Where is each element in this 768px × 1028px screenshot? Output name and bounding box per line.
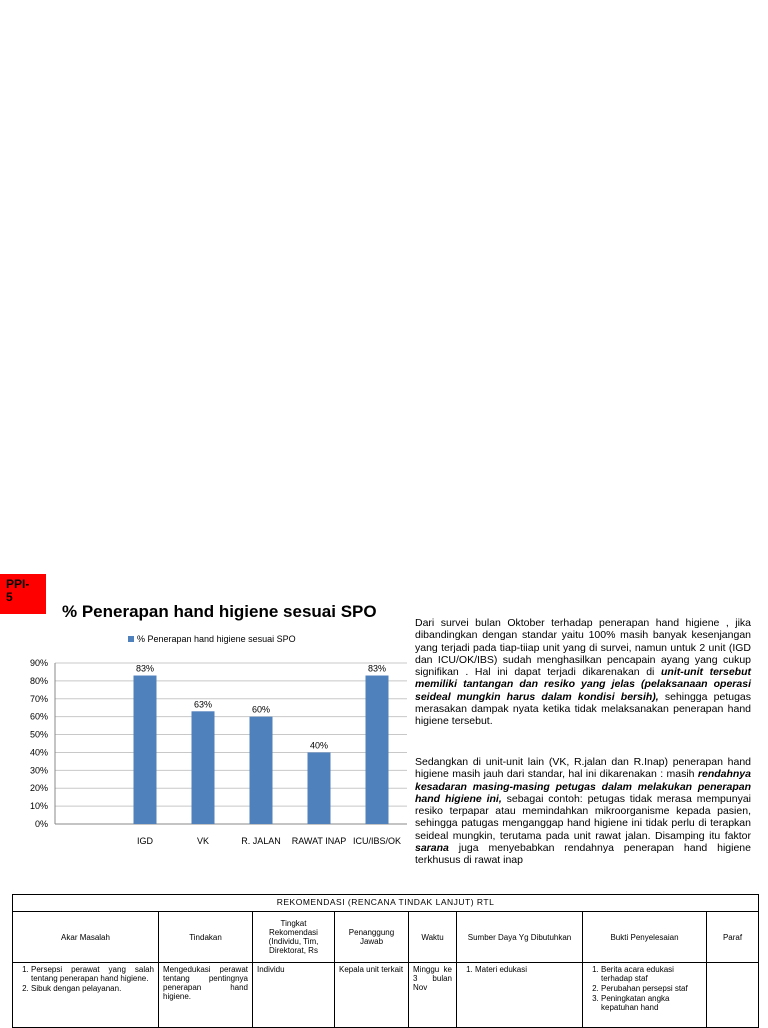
table-title: REKOMENDASI (RENCANA TINDAK LANJUT) RTL bbox=[13, 895, 759, 912]
list-item: 1. Berita acara edukasi terhadap staf bbox=[601, 965, 702, 983]
analysis-paragraph-2: Sedangkan di unit-unit lain (VK, R.jalan dan R.Inap) penerapan hand higiene masih jauh dari standar, hal ini dikarenakan : masih rendahnya kesadaran masing-masing petugas dalam melakukan penerapan hand higiene ini, sebagai contoh: petugas tidak merasa mempunyai resiko terpapar atau memindahkan mikroorganisme kepada pasien, sehingga patugas menganggap hand higiene ini tidak perlu di terapkan seideal mungkin, terutama pada unit rawat jalan. Disamping itu faktor sarana juga menyebabkan rendahnya penerapan hand higiene terkhusus di rawat inap bbox=[415, 756, 752, 867]
cell-penanggung-jawab: Kepala unit terkait bbox=[335, 963, 409, 1028]
cell-tingkat: Individu bbox=[253, 963, 335, 1028]
list-item: 1. Materi edukasi bbox=[475, 965, 578, 974]
list-item: 3. Peningkatan angka kepatuhan hand bbox=[601, 994, 702, 1012]
x-tick-label: RAWAT INAP bbox=[291, 836, 347, 846]
header-akar-masalah: Akar Masalah bbox=[13, 912, 159, 963]
bar bbox=[250, 717, 273, 824]
x-tick-label: IGD bbox=[136, 836, 154, 846]
data-label: 83% bbox=[135, 663, 155, 674]
list-item: 2. Sibuk dengan pelayanan. bbox=[31, 984, 154, 993]
chart-title: % Penerapan hand higiene sesuai SPO bbox=[62, 602, 377, 621]
header-bukti: Bukti Penyelesaian bbox=[583, 912, 707, 963]
y-tick-label: 70% bbox=[29, 693, 48, 704]
x-tick-label: R. JALAN bbox=[241, 836, 281, 846]
bar bbox=[134, 676, 157, 824]
cell-akar-masalah bbox=[13, 963, 159, 1028]
cell-sumber-daya bbox=[457, 963, 583, 1028]
header-paraf: Paraf bbox=[707, 912, 759, 963]
y-tick-label: 0% bbox=[34, 819, 48, 829]
y-tick-label: 60% bbox=[29, 711, 48, 722]
rtl-table bbox=[12, 894, 759, 1028]
header-waktu: Waktu bbox=[409, 912, 457, 963]
header-penanggung-jawab: Penanggung Jawab bbox=[335, 912, 409, 963]
bar bbox=[192, 711, 215, 824]
y-tick-label: 80% bbox=[29, 675, 48, 686]
data-label: 60% bbox=[251, 704, 271, 715]
section-tag: PPI- 5 bbox=[0, 574, 46, 614]
y-tick-label: 10% bbox=[29, 801, 48, 812]
header-sumber-daya: Sumber Daya Yg Dibutuhkan bbox=[457, 912, 583, 963]
chart-legend bbox=[128, 634, 296, 644]
data-label: 40% bbox=[309, 740, 329, 751]
y-tick-label: 30% bbox=[29, 765, 48, 776]
list-item: 2. Perubahan persepsi staf bbox=[601, 984, 702, 993]
y-tick-label: 50% bbox=[29, 729, 48, 740]
x-tick-label: ICU/IBS/OK bbox=[352, 836, 402, 846]
cell-tindakan: Mengedukasi perawat tentang pentingnya penerapan hand higiene. bbox=[159, 963, 253, 1028]
table-row bbox=[13, 963, 759, 1028]
data-label: 83% bbox=[367, 663, 387, 674]
cell-paraf bbox=[707, 963, 759, 1028]
header-tingkat-rekomendasi: Tingkat Rekomendasi (Individu, Tim, Direktorat, Rs bbox=[253, 912, 335, 963]
y-tick-label: 90% bbox=[29, 658, 48, 668]
x-tick-label: VK bbox=[196, 836, 210, 846]
y-tick-label: 40% bbox=[29, 747, 48, 758]
cell-bukti bbox=[583, 963, 707, 1028]
analysis-paragraph-1: Dari survei bulan Oktober terhadap penerapan hand higiene , jika dibandingkan dengan standar yaitu 100% masih banyak kesenjangan yang terjadi pada tiap-tiiap unit yang di survei, namun untuk 2 unit (IGD dan ICU/OK/IBS) sudah menghasilkan pencapain ayang yang cukup signifikan . Hal ini dapat terjadi dikarenakan di unit-unit tersebut memiliki tantangan dan resiko yang jelas (pelaksanaan operasi seideal mungkin harus dalam kondisi bersih), sehingga petugas merasakan dampak nyata ketika tidak melaksanakan penerapan hand higiene tersebut. bbox=[415, 617, 752, 728]
bar bbox=[308, 752, 331, 824]
bar-chart bbox=[0, 650, 410, 850]
cell-waktu: Minggu ke 3 bulan Nov bbox=[409, 963, 457, 1028]
legend-swatch bbox=[128, 636, 134, 642]
legend-label: % Penerapan hand higiene sesuai SPO bbox=[137, 634, 296, 644]
list-item: 1. Persepsi perawat yang salah tentang penerapan hand higiene. bbox=[31, 965, 154, 983]
header-tindakan: Tindakan bbox=[159, 912, 253, 963]
bar bbox=[366, 676, 389, 824]
y-tick-label: 20% bbox=[29, 783, 48, 794]
data-label: 63% bbox=[193, 699, 213, 710]
